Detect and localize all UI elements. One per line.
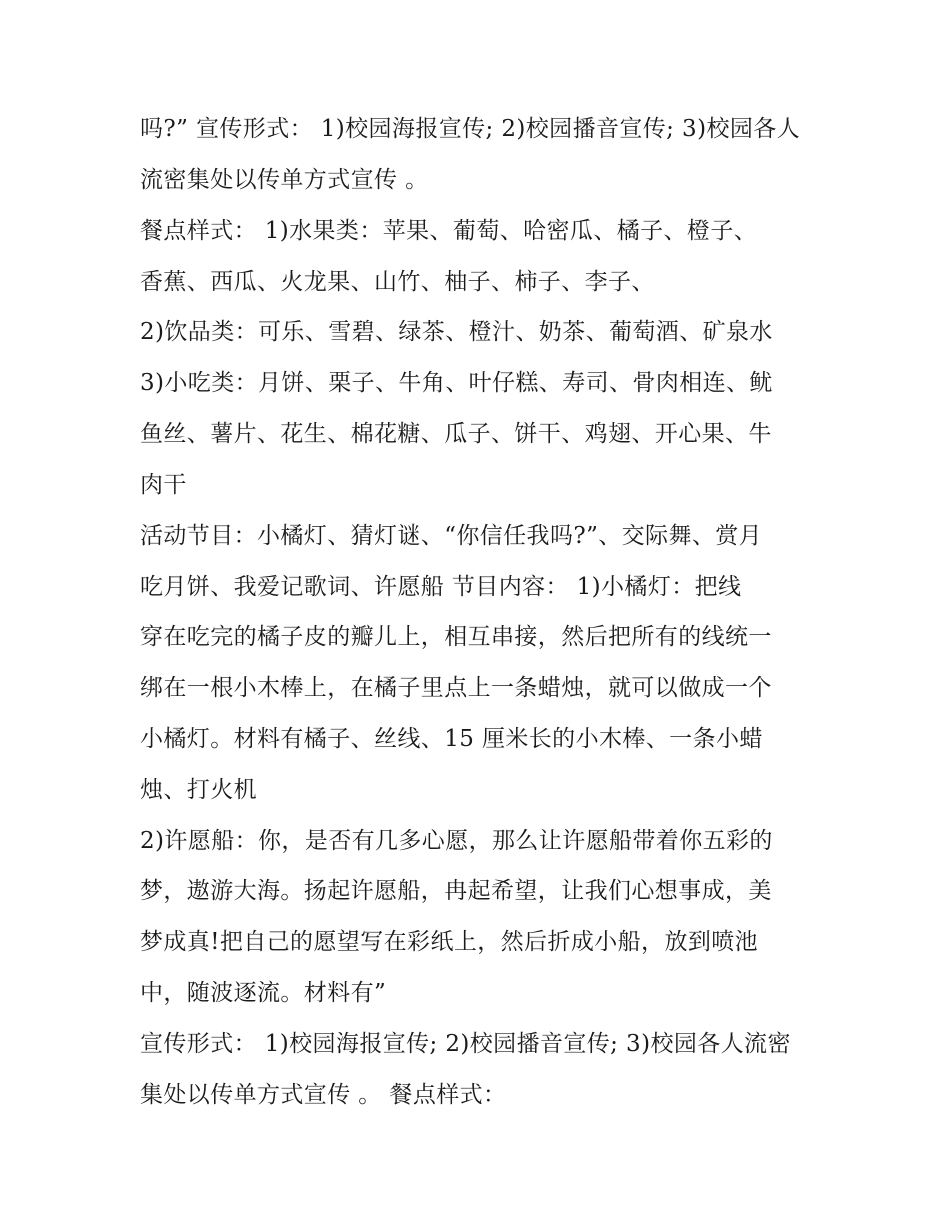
text-line: 吗?” 宣传形式： 1)校园海报宣传; 2)校园播音宣传; 3)校园各人: [140, 116, 801, 142]
text-line: 穿在吃完的橘子皮的瓣儿上，相互串接，然后把所有的线统一: [140, 624, 772, 650]
text-line: 宣传形式： 1)校园海报宣传; 2)校园播音宣传; 3)校园各人流密: [140, 1031, 791, 1057]
text-line: 活动节目：小橘灯、猜灯谜、“你信任我吗?”、交际舞、赏月: [140, 523, 763, 549]
text-line: 餐点样式： 1)水果类：苹果、葡萄、哈密瓜、橘子、橙子、: [140, 218, 758, 244]
text-line: 烛、打火机: [140, 777, 257, 803]
text-line: 鱼丝、薯片、花生、棉花糖、瓜子、饼干、鸡翅、开心果、牛: [140, 421, 772, 447]
text-line: 吃月饼、我爱记歌词、许愿船 节目内容： 1)小橘灯：把线: [140, 574, 742, 600]
text-line: 2)许愿船：你，是否有几多心愿，那么让许愿船带着你五彩的: [140, 828, 773, 854]
text-line: 梦成真!把自己的愿望写在彩纸上，然后折成小船，放到喷池: [140, 929, 759, 955]
text-line: 3)小吃类：月饼、栗子、牛角、叶仔糕、寿司、骨肉相连、鱿: [140, 370, 773, 396]
text-line: 肉干: [140, 472, 187, 498]
text-line: 2)饮品类：可乐、雪碧、绿茶、橙汁、奶茶、葡萄酒、矿泉水: [140, 319, 773, 345]
text-line: 小橘灯。材料有橘子、丝线、15 厘米长的小木棒、一条小蜡: [140, 726, 763, 752]
text-line: 中，随波逐流。材料有”: [140, 980, 387, 1006]
text-line: 集处以传单方式宣传 。 餐点样式：: [140, 1082, 507, 1108]
text-line: 绑在一根小木棒上，在橘子里点上一条蜡烛，就可以做成一个: [140, 675, 772, 701]
text-line: 流密集处以传单方式宣传 。: [140, 167, 429, 193]
text-line: 梦，遨游大海。扬起许愿船，冉起希望，让我们心想事成，美: [140, 878, 772, 904]
text-line: 香蕉、西瓜、火龙果、山竹、柚子、柿子、李子、: [140, 269, 655, 295]
